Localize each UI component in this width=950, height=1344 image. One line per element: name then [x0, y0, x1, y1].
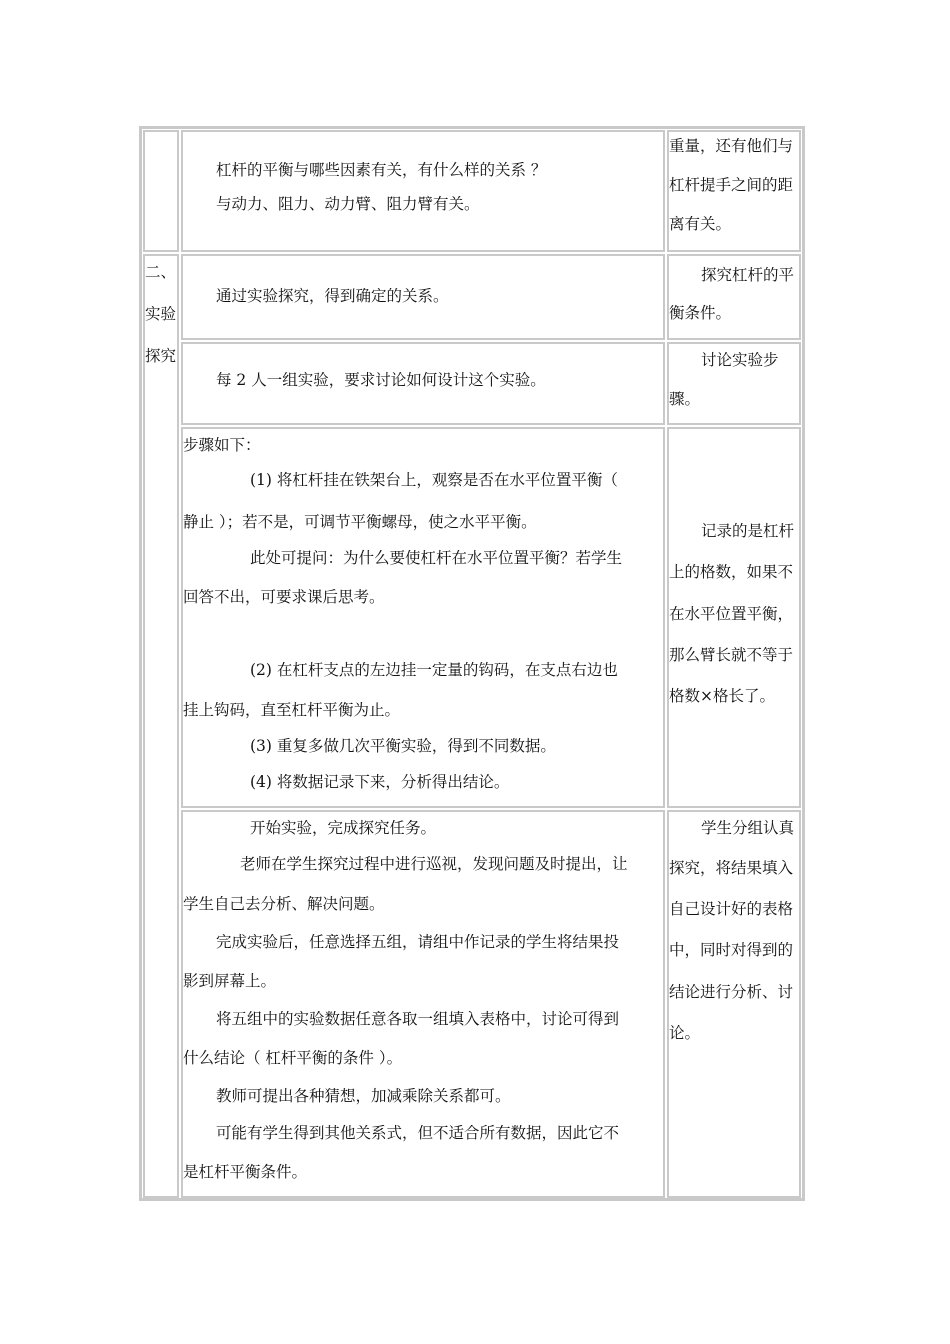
row4-side-line1: 记录的是杠杆 — [701, 522, 795, 540]
row5-side-line4: 中，同时对得到的 — [669, 941, 794, 959]
row5-main-line10: 是杠杆平衡条件。 — [183, 1163, 308, 1181]
row4-main-line4: 此处可提问：为什么要使杠杆在水平位置平衡？若学生 — [250, 549, 623, 567]
section-label-line1: 二、 — [145, 263, 177, 281]
row5-main-line3: 学生自己去分析、解决问题。 — [183, 895, 385, 913]
row4-side-line5: 格数×格长了。 — [669, 687, 775, 705]
row1-side-line3: 离有关。 — [669, 215, 732, 233]
row5-main-line1: 开始实验，完成探究任务。 — [250, 819, 437, 837]
row1-main-cell — [181, 130, 665, 252]
row1-main-line1: 杠杆的平衡与哪些因素有关，有什么样的关系 ？ — [216, 161, 547, 179]
row3-side-line2: 骤。 — [669, 390, 701, 408]
row3-side-line1: 讨论实验步 — [701, 351, 779, 369]
row3-side-cell — [667, 342, 801, 425]
row4-main-line2: (1) 将杠杆挂在铁架台上，观察是否在水平位置平衡（ — [250, 471, 618, 489]
row1-main-line2: 与动力、阻力、动力臂、阻力臂有关。 — [216, 195, 480, 213]
row5-side-line2: 探究，将结果填入 — [669, 859, 794, 877]
row4-main-line5: 回答不出，可要求课后思考。 — [183, 588, 385, 606]
row1-side-line1: 重量，还有他们与 — [669, 137, 794, 155]
row2-side-line2: 衡条件。 — [669, 304, 732, 322]
row2-main-line1: 通过实验探究，得到确定的关系。 — [216, 287, 449, 305]
row1-side-cell — [667, 130, 801, 252]
row5-side-line5: 结论进行分析、讨 — [669, 983, 794, 1001]
row5-main-line2: 老师在学生探究过程中进行巡视，发现问题及时提出，让 — [240, 855, 628, 873]
row4-side-line2: 上的格数，如果不 — [669, 563, 794, 581]
row4-side-line4: 那么臂长就不等于 — [669, 646, 794, 664]
row5-main-line4: 完成实验后，任意选择五组，请组中作记录的学生将结果投 — [216, 933, 620, 951]
row5-main-line7: 什么结论（ 杠杆平衡的条件 ）。 — [183, 1049, 403, 1067]
row3-main-line1: 每 2 人一组实验，要求讨论如何设计这个实验。 — [216, 371, 546, 389]
row4-main-line9: (4) 将数据记录下来，分析得出结论。 — [250, 773, 510, 791]
row5-main-line9: 可能有学生得到其他关系式，但不适合所有数据，因此它不 — [216, 1124, 620, 1142]
section-label-line3: 探究 — [145, 347, 177, 365]
row5-side-line6: 论。 — [669, 1024, 701, 1042]
row5-main-cell — [181, 810, 665, 1198]
row2-main-cell — [181, 254, 665, 340]
section-cell — [143, 254, 179, 1198]
row4-side-line3: 在水平位置平衡， — [669, 605, 794, 623]
row5-side-line1: 学生分组认真 — [701, 819, 795, 837]
row4-side-cell — [667, 427, 801, 808]
row4-main-line6: (2) 在杠杆支点的左边挂一定量的钩码，在支点右边也 — [250, 661, 618, 679]
row4-main-cell — [181, 427, 665, 808]
row3-main-cell — [181, 342, 665, 425]
row1-side-line2: 杠杆提手之间的距 — [669, 176, 794, 194]
row5-side-cell — [667, 810, 801, 1198]
row4-main-line8: (3) 重复多做几次平衡实验，得到不同数据。 — [250, 737, 556, 755]
row4-main-line3: 静止 ）；若不是，可调节平衡螺母，使之水平平衡。 — [183, 513, 537, 531]
row5-side-line3: 自己设计好的表格 — [669, 900, 794, 918]
row5-main-line5: 影到屏幕上。 — [183, 972, 277, 990]
row2-side-cell — [667, 254, 801, 340]
row4-main-line7: 挂上钩码，直至杠杆平衡为止。 — [183, 701, 401, 719]
row5-main-line8: 教师可提出各种猜想，加减乘除关系都可。 — [216, 1087, 511, 1105]
section-label-line2: 实验 — [145, 305, 177, 323]
row4-main-line1: 步骤如下： — [183, 436, 261, 454]
row5-main-line6: 将五组中的实验数据任意各取一组填入表格中，讨论可得到 — [216, 1010, 620, 1028]
section-cell-top — [143, 130, 179, 252]
row2-side-line1: 探究杠杆的平 — [701, 266, 795, 284]
